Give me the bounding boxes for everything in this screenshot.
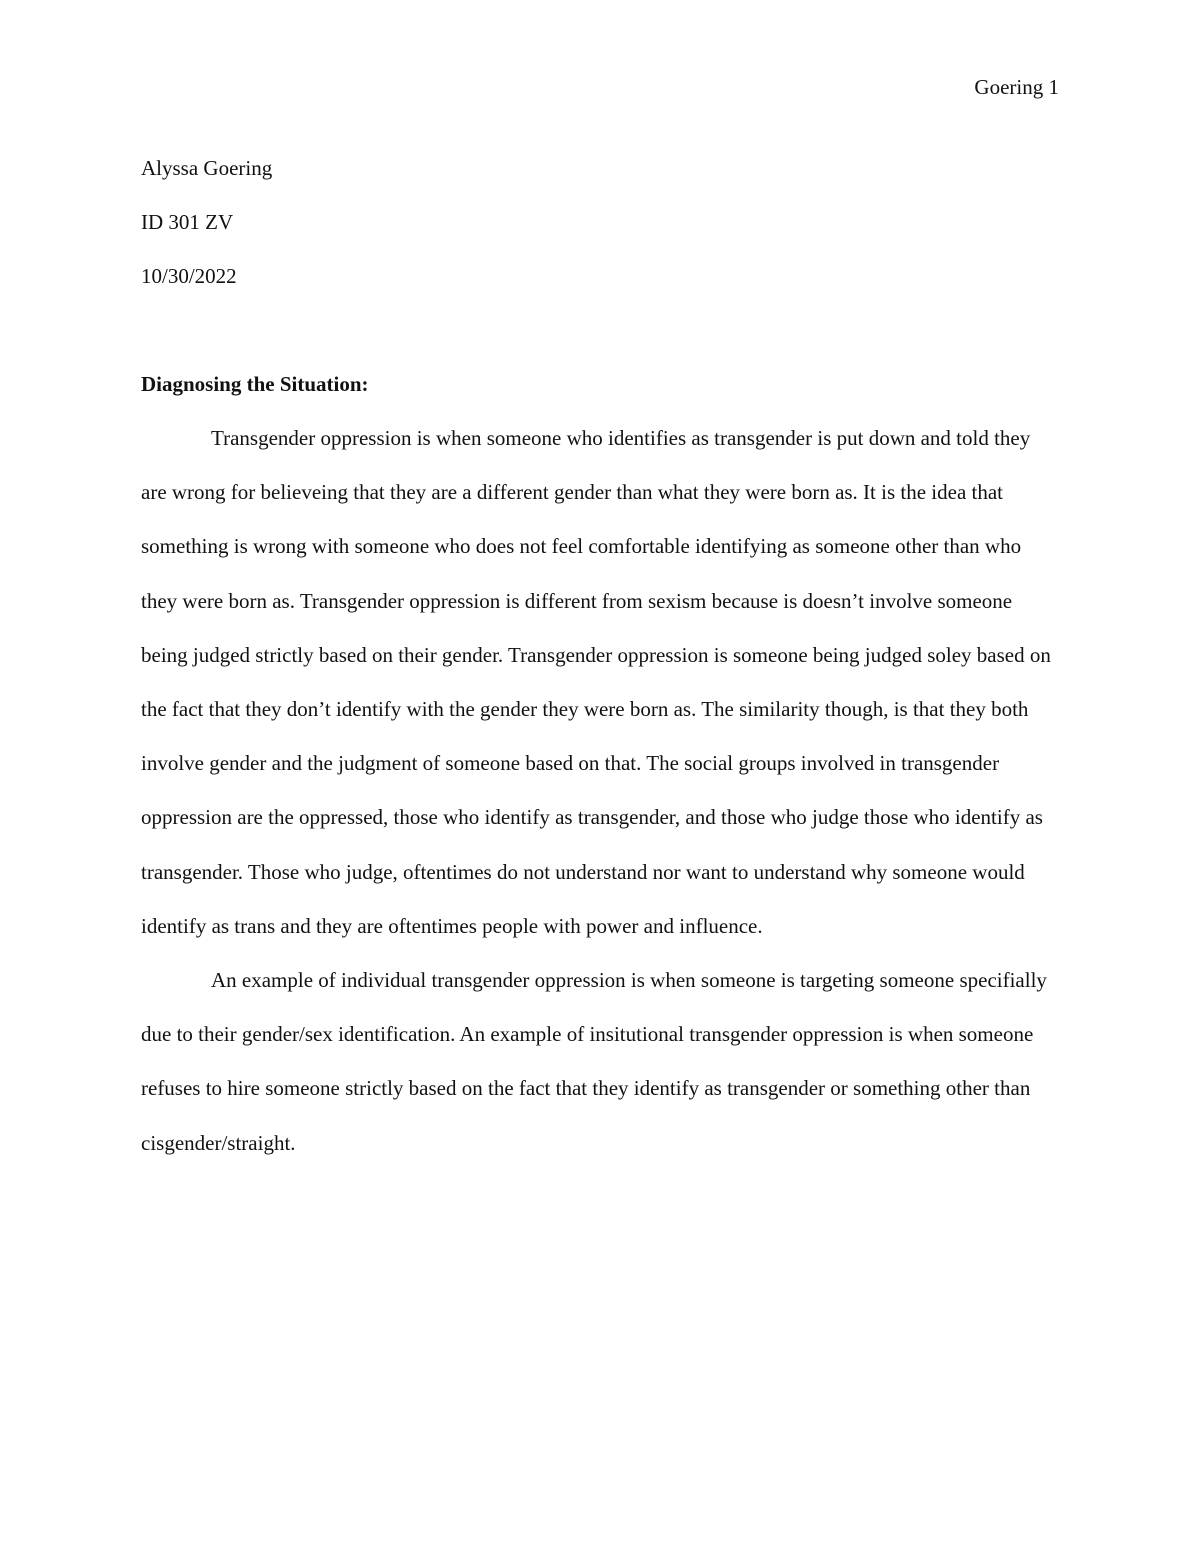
course-id: ID 301 ZV	[141, 210, 234, 234]
author-name: Alyssa Goering	[141, 156, 273, 180]
paragraph: Transgender oppression is when someone who identifies as transgender is put down and told they are wrong for believeing that they are a different gender than what they were born as. It is the idea that something is wrong with someone who does not feel comfortable identifying as someone other than who they were born as. Transgender oppression is different from sexism because is doesn’t involve someone being judged strictly based on their gender. Transgender oppression is someone being judged soley based on the fact that they don’t identify with the gender they were born as. The similarity though, is that they both involve gender and the judgment of someone based on that. The social groups involved in transgender oppression are the oppressed, those who identify as transgender, and those who judge those who identify as transgender. Those who judge, oftentimes do not understand nor want to understand why someone would identify as trans and they are oftentimes people with power and influence.	[141, 426, 1051, 938]
running-head: Goering 1	[974, 75, 1059, 99]
section-title: Diagnosing the Situation:	[141, 372, 369, 396]
paragraph: An example of individual transgender oppression is when someone is targeting someone specifially due to their gender/sex identification. An example of insitutional transgender oppression is when someone refuses to hire someone strictly based on the fact that they identify as transgender or something other than cisgender/straight.	[141, 968, 1047, 1155]
document-body	[141, 141, 1061, 1170]
date: 10/30/2022	[141, 264, 237, 288]
blank-line	[141, 303, 1061, 357]
